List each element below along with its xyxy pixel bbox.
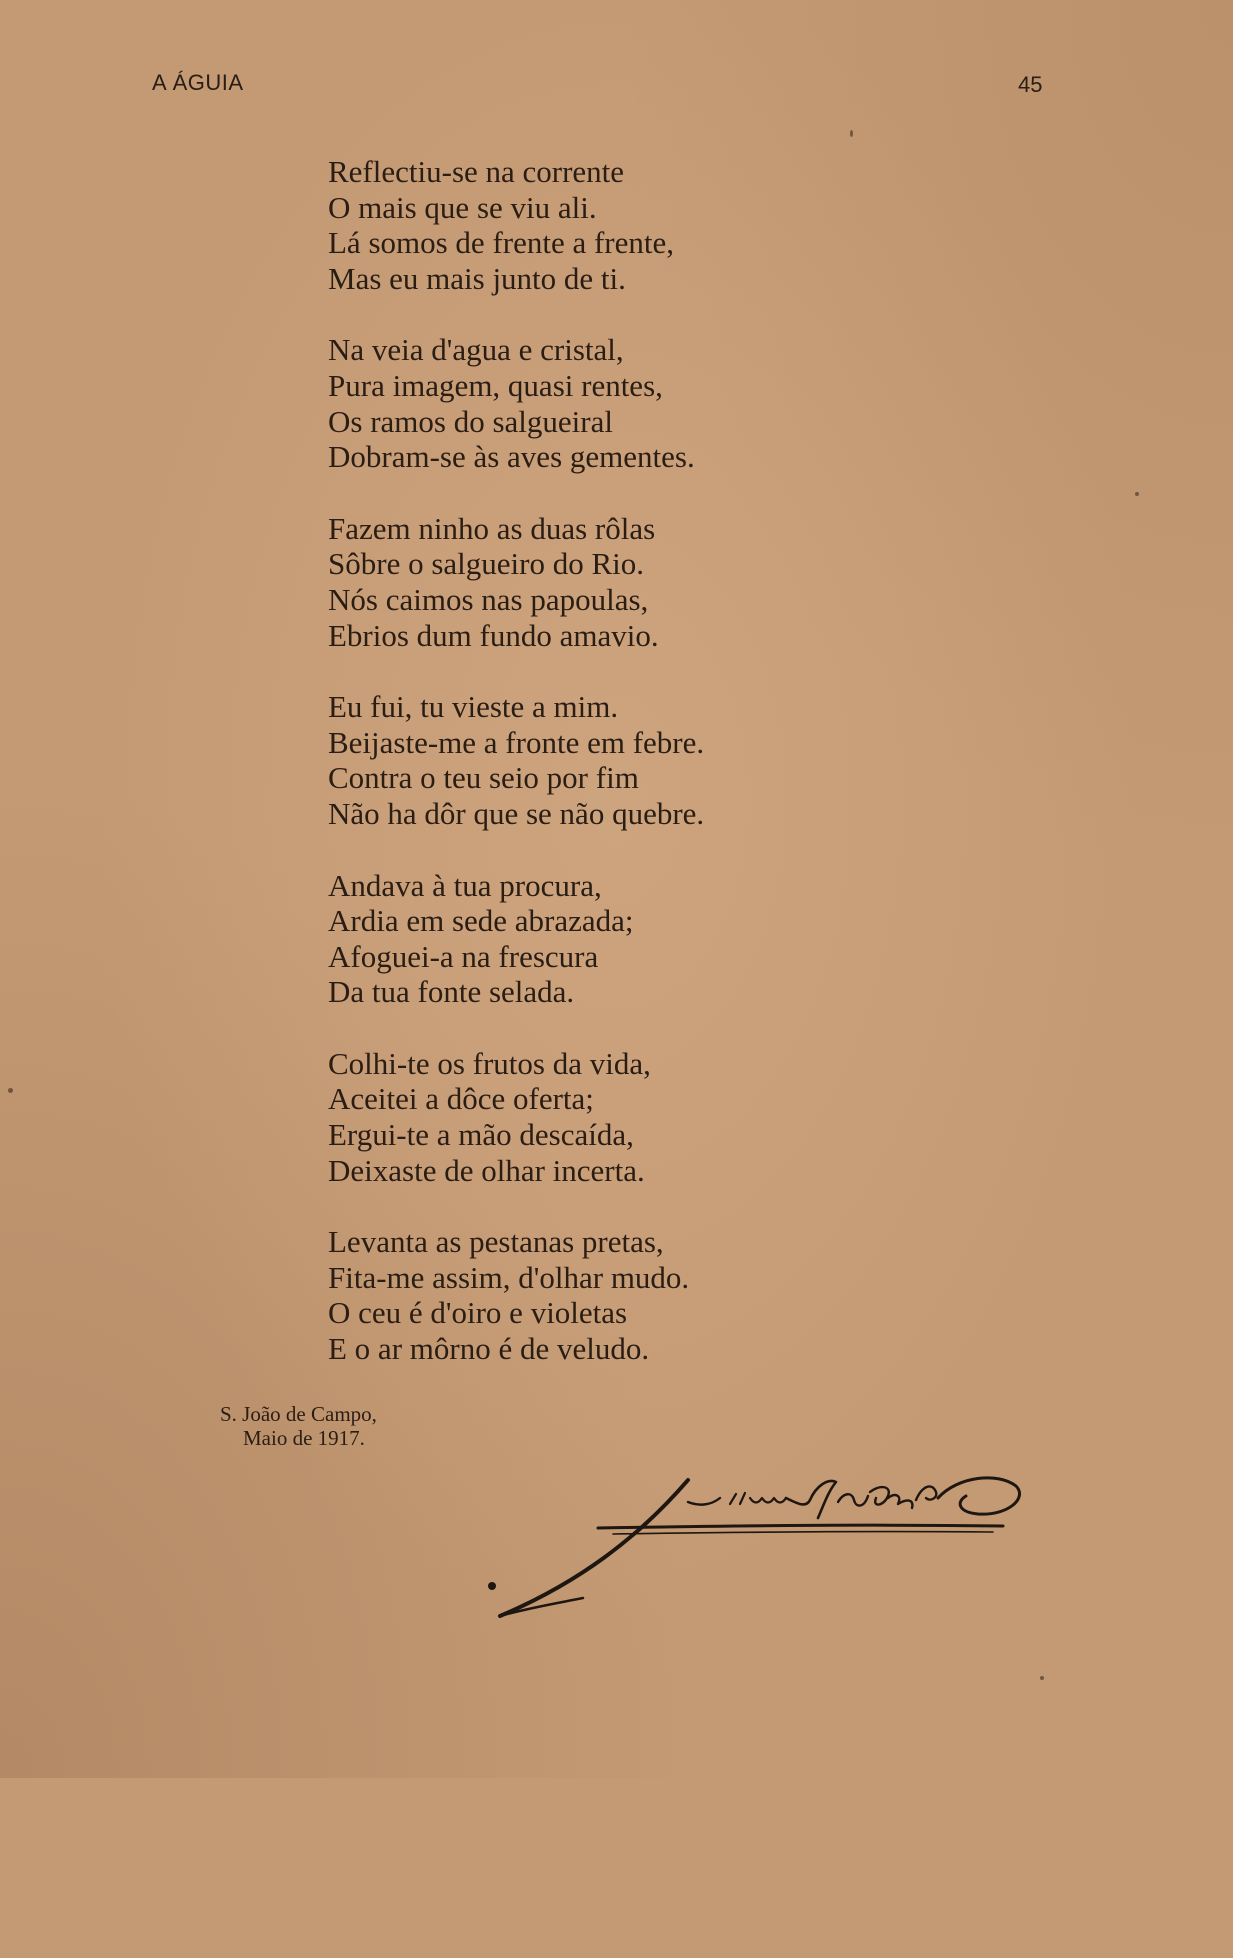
ink-speck: [850, 130, 853, 137]
poem-line: Da tua fonte selada.: [328, 974, 575, 1010]
poem-line: Nós caimos nas papoulas,: [328, 581, 649, 617]
poem-line: Levanta as pestanas pretas,: [328, 1224, 664, 1260]
stanza-6: [328, 1046, 704, 1188]
signature-icon: [488, 1468, 1033, 1958]
poem-line: Andava à tua procura,: [328, 867, 602, 903]
ink-speck: [1040, 1676, 1044, 1680]
journal-title: A ÁGUIA: [152, 70, 244, 95]
stanza-1: [328, 154, 704, 296]
poem-line: Sôbre o salgueiro do Rio.: [328, 546, 644, 582]
poem-line: Contra o teu seio por fim: [328, 760, 639, 796]
place-and-date: [220, 1402, 377, 1450]
stanza-3: [328, 511, 704, 653]
poem: [328, 154, 704, 1403]
stanza-2: [328, 332, 704, 474]
poem-line: E o ar môrno é de veludo.: [328, 1331, 650, 1367]
stanza-7: [328, 1224, 704, 1366]
poem-line: Aceitei a dôce oferta;: [328, 1081, 594, 1117]
date-line: Maio de 1917.: [243, 1426, 365, 1450]
poem-line: O ceu é d'oiro e violetas: [328, 1295, 628, 1331]
poem-line: Afoguei-a na frescura: [328, 938, 599, 974]
poem-line: Deixaste de olhar incerta.: [328, 1152, 645, 1188]
poem-line: O mais que se viu ali.: [328, 189, 597, 225]
poem-line: Os ramos do salgueiral: [328, 403, 613, 439]
poem-line: Ardia em sede abrazada;: [328, 903, 634, 939]
page-number: 45: [1018, 72, 1043, 97]
poem-line: Eu fui, tu vieste a mim.: [328, 689, 619, 725]
poem-line: Pura imagem, quasi rentes,: [328, 367, 663, 403]
poem-line: Dobram-se às aves gementes.: [328, 439, 695, 475]
poem-line: Fazem ninho as duas rôlas: [328, 510, 656, 546]
ink-speck: [8, 1088, 13, 1093]
stanza-5: [328, 868, 704, 1010]
poem-line: Reflectiu-se na corrente: [328, 154, 625, 189]
poem-line: Beijaste-me a fronte em febre.: [328, 724, 705, 760]
poem-line: Fita-me assim, d'olhar mudo.: [328, 1259, 690, 1295]
poem-line: Ergui-te a mão descaída,: [328, 1117, 634, 1153]
poem-line: Mas eu mais junto de ti.: [328, 260, 626, 296]
place-line: S. João de Campo,: [220, 1402, 377, 1426]
stanza-4: [328, 689, 704, 831]
poem-line: Colhi-te os frutos da vida,: [328, 1045, 651, 1081]
poem-line: Não ha dôr que se não quebre.: [328, 795, 705, 831]
poem-line: Na veia d'agua e cristal,: [328, 332, 624, 368]
poem-line: Ebrios dum fundo amavio.: [328, 617, 659, 653]
ink-speck: [1135, 492, 1139, 496]
poem-line: Lá somos de frente a frente,: [328, 225, 675, 261]
